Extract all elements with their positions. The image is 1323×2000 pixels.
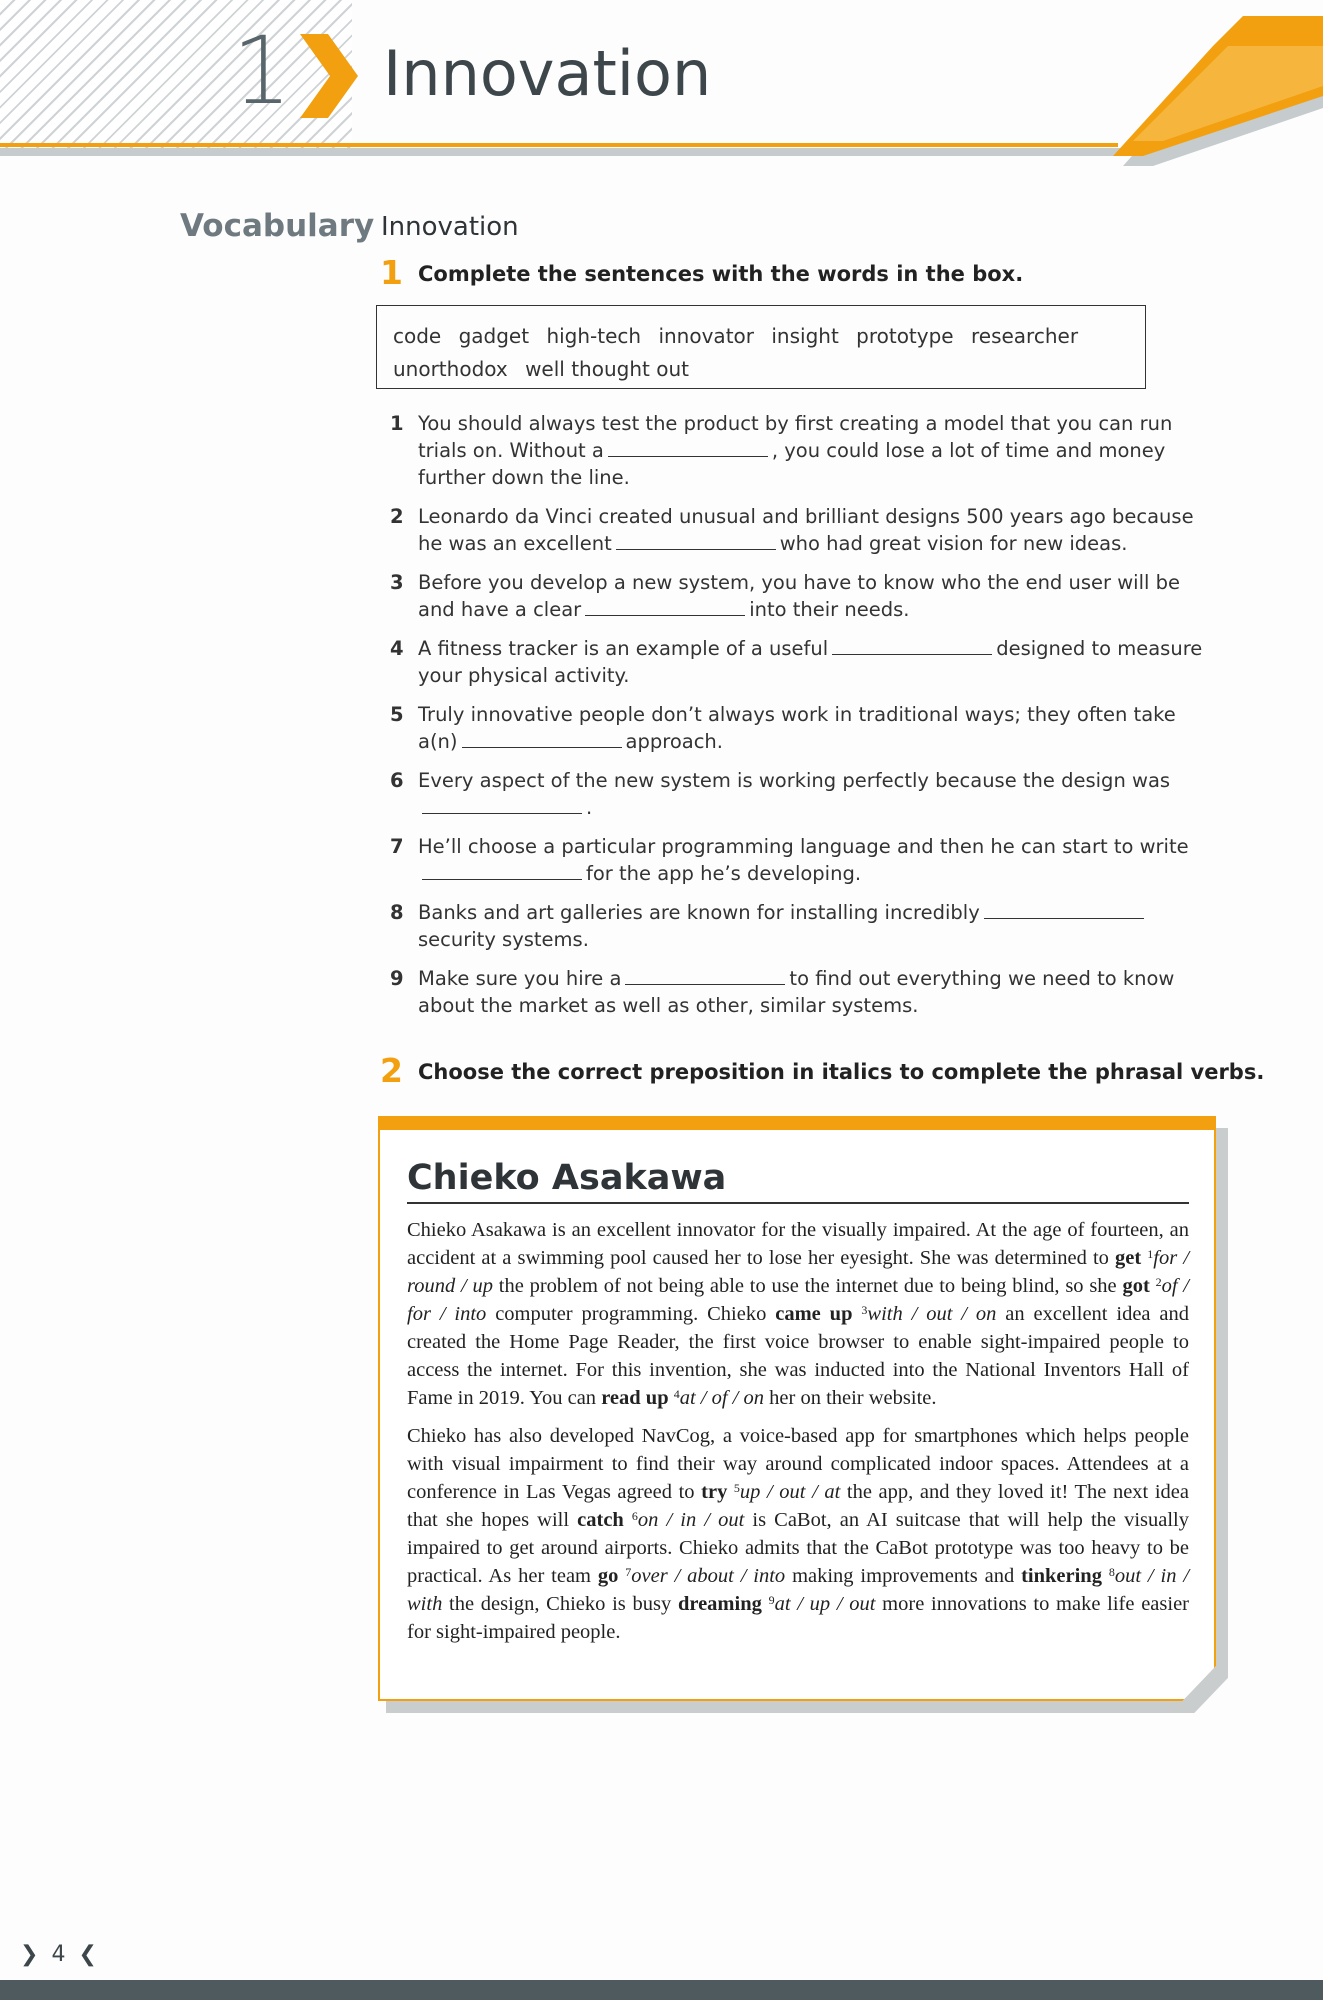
sentence-item: [388, 965, 1218, 1019]
phrasal-verb: go: [597, 1565, 619, 1587]
gap-number: 5: [733, 1481, 740, 1495]
sentence-text-before: Before you develop a new system, you have to know who the end user will be and have a clear: [418, 571, 1181, 621]
sentence-number: 8: [390, 901, 404, 924]
sentence-text-before: Every aspect of the new system is working perfectly because the design was: [418, 769, 1171, 792]
header-corner-decoration: [1093, 16, 1323, 166]
chevron-right-icon: ❯: [20, 1942, 39, 1967]
chevron-right-icon: [300, 34, 358, 118]
chevron-left-icon: ❮: [78, 1942, 97, 1967]
unit-title: Innovation: [383, 37, 712, 110]
sentence-list: [388, 410, 1218, 1031]
reading-title: Chieko Asakawa: [407, 1158, 1189, 1204]
exercise-1-instruction: Complete the sentences with the words in the box.: [418, 262, 1024, 286]
sentence-text-after: designed to measure your physical activity.: [418, 637, 1203, 687]
word-box-item: innovator: [658, 324, 754, 348]
gap-number: 7: [625, 1565, 632, 1579]
sentence-text-before: Truly innovative people don’t always work in traditional ways; they often take a(n): [418, 703, 1176, 753]
gap-number: 4: [673, 1387, 680, 1401]
reading-text: computer programming. Chieko: [486, 1303, 776, 1325]
reading-body: [407, 1216, 1189, 1656]
reading-text: the app, and they loved it! The next idea that she hopes will: [407, 1481, 1189, 1531]
sentence-item: [388, 767, 1218, 821]
sentence-item: [388, 899, 1218, 953]
word-box-item: insight: [771, 324, 839, 348]
preposition-choices[interactable]: on / in / out: [637, 1509, 745, 1531]
reading-text: her on their website.: [764, 1387, 937, 1409]
sentence-number: 3: [390, 571, 404, 594]
header-accent-line: [0, 143, 1118, 147]
word-box-item: unorthodox: [393, 357, 508, 381]
header-divider: [0, 148, 1120, 156]
preposition-choices[interactable]: for / round / up: [407, 1247, 1190, 1297]
phrasal-verb: get: [1115, 1247, 1142, 1269]
gap-number: 6: [631, 1509, 638, 1523]
word-box-item: researcher: [970, 324, 1079, 348]
sentence-text-before: Banks and art galleries are known for installing incredibly: [418, 901, 980, 924]
sentence-item: [388, 569, 1218, 623]
reading-text: more innovations to make life easier for sight-impaired people.: [407, 1593, 1189, 1643]
answer-blank[interactable]: [608, 439, 768, 457]
sentence-item: [388, 701, 1218, 755]
page-number: 4: [51, 1942, 66, 1967]
answer-blank[interactable]: [422, 796, 582, 814]
sentence-number: 4: [390, 637, 404, 660]
phrasal-verb: read up: [601, 1387, 669, 1409]
reading-text: is CaBot, an AI suitcase that will help the visually impaired to get around airports. Chieko admits that the CaBot prototype was too heavy to be practical. As her team: [407, 1509, 1189, 1587]
sentence-item: [388, 410, 1218, 491]
sentence-text-before: Leonardo da Vinci created unusual and brilliant designs 500 years ago because he was an excellent: [418, 505, 1194, 555]
reading-paragraph-2: [407, 1422, 1189, 1646]
preposition-choices[interactable]: out / in / with: [407, 1565, 1190, 1615]
phrasal-verb: dreaming: [677, 1593, 762, 1615]
sentence-number: 2: [390, 505, 404, 528]
sentence-text-after: .: [586, 796, 593, 819]
gap-number: 8: [1108, 1565, 1115, 1579]
answer-blank[interactable]: [585, 598, 745, 616]
answer-blank[interactable]: [462, 730, 622, 748]
sentence-text-after: security systems.: [418, 928, 589, 951]
preposition-choices[interactable]: with / out / on: [867, 1303, 997, 1325]
answer-blank[interactable]: [422, 862, 582, 880]
section-label-vocabulary: Vocabulary: [180, 208, 375, 244]
reading-text: the problem of not being able to use the internet due to being blind, so she: [492, 1275, 1123, 1297]
sentence-number: 5: [390, 703, 404, 726]
gap-number: 3: [861, 1303, 868, 1317]
sentence-number: 9: [390, 967, 404, 990]
preposition-choices[interactable]: over / about / into: [631, 1565, 786, 1587]
word-box-item: code: [393, 324, 442, 348]
exercise-2-instruction: Choose the correct preposition in italics to complete the phrasal verbs.: [418, 1060, 1265, 1084]
gap-number: 2: [1155, 1275, 1162, 1289]
sentence-text-before: A fitness tracker is an example of a useful: [418, 637, 829, 660]
word-box-item: gadget: [458, 324, 530, 348]
reading-text: an excellent idea and created the Home Page Reader, the first voice browser to enable sight-impaired people to access the internet. For this invention, she was inducted into the National Inventors Hall of Fame in 2019. You can: [407, 1303, 1190, 1409]
unit-number: 1: [232, 17, 292, 126]
answer-blank[interactable]: [984, 901, 1144, 919]
phrasal-verb: came up: [775, 1303, 853, 1325]
sentence-text-after: who had great vision for new ideas.: [779, 532, 1128, 555]
preposition-choices[interactable]: at / of / on: [679, 1387, 765, 1409]
sub-heading: Innovation: [381, 212, 519, 242]
phrasal-verb: catch: [577, 1509, 624, 1531]
exercise-2-number: 2: [380, 1051, 403, 1090]
reading-text: making improvements and: [785, 1565, 1022, 1587]
sentence-text-before: He’ll choose a particular programming language and then he can start to write: [418, 835, 1189, 858]
preposition-choices[interactable]: up / out / at: [739, 1481, 841, 1503]
sentence-text-after: , you could lose a lot of time and money further down the line.: [418, 439, 1166, 489]
answer-blank[interactable]: [832, 637, 992, 655]
sentence-number: 6: [390, 769, 404, 792]
footer-bar: [0, 1980, 1323, 2000]
word-box-item: prototype: [856, 324, 954, 348]
phrasal-verb: tinkering: [1021, 1565, 1102, 1587]
phrasal-verb: try: [701, 1481, 728, 1503]
sentence-text-before: Make sure you hire a: [418, 967, 622, 990]
preposition-choices[interactable]: at / up / out: [774, 1593, 876, 1615]
sentence-text-after: approach.: [625, 730, 723, 753]
word-box: [376, 305, 1146, 389]
answer-blank[interactable]: [625, 967, 785, 985]
preposition-choices[interactable]: of / for / into: [407, 1275, 1189, 1325]
sentence-number: 1: [390, 412, 404, 435]
sentence-item: [388, 503, 1218, 557]
word-box-item: well thought out: [525, 357, 689, 381]
sentence-text-after: into their needs.: [749, 598, 910, 621]
reading-text: the design, Chieko is busy: [442, 1593, 678, 1615]
sentence-text-after: to find out everything we need to know about the market as well as other, similar systems.: [418, 967, 1175, 1017]
word-box-item: high-tech: [546, 324, 642, 348]
answer-blank[interactable]: [616, 532, 776, 550]
reading-paragraph-1: [407, 1216, 1189, 1412]
reading-text: Chieko has also developed NavCog, a voice-based app for smartphones which helps people with visual impairment to find their way around complicated indoor spaces. Attendees at a conference in Las Vegas agreed to: [407, 1425, 1189, 1503]
sentence-item: [388, 833, 1218, 887]
reading-text: Chieko Asakawa is an excellent innovator for the visually impaired. At the age of fourteen, an accident at a swimming pool caused her to lose her eyesight. She was determined to: [407, 1219, 1189, 1269]
gap-number: 1: [1147, 1247, 1154, 1261]
gap-number: 9: [768, 1593, 775, 1607]
page-number-block: [20, 1942, 97, 1967]
sentence-number: 7: [390, 835, 404, 858]
phrasal-verb: got: [1122, 1275, 1150, 1297]
sentence-text-after: for the app he’s developing.: [586, 862, 862, 885]
exercise-1-number: 1: [380, 253, 403, 292]
sentence-text-before: You should always test the product by first creating a model that you can run trials on. Without a: [418, 412, 1173, 462]
sentence-item: [388, 635, 1218, 689]
